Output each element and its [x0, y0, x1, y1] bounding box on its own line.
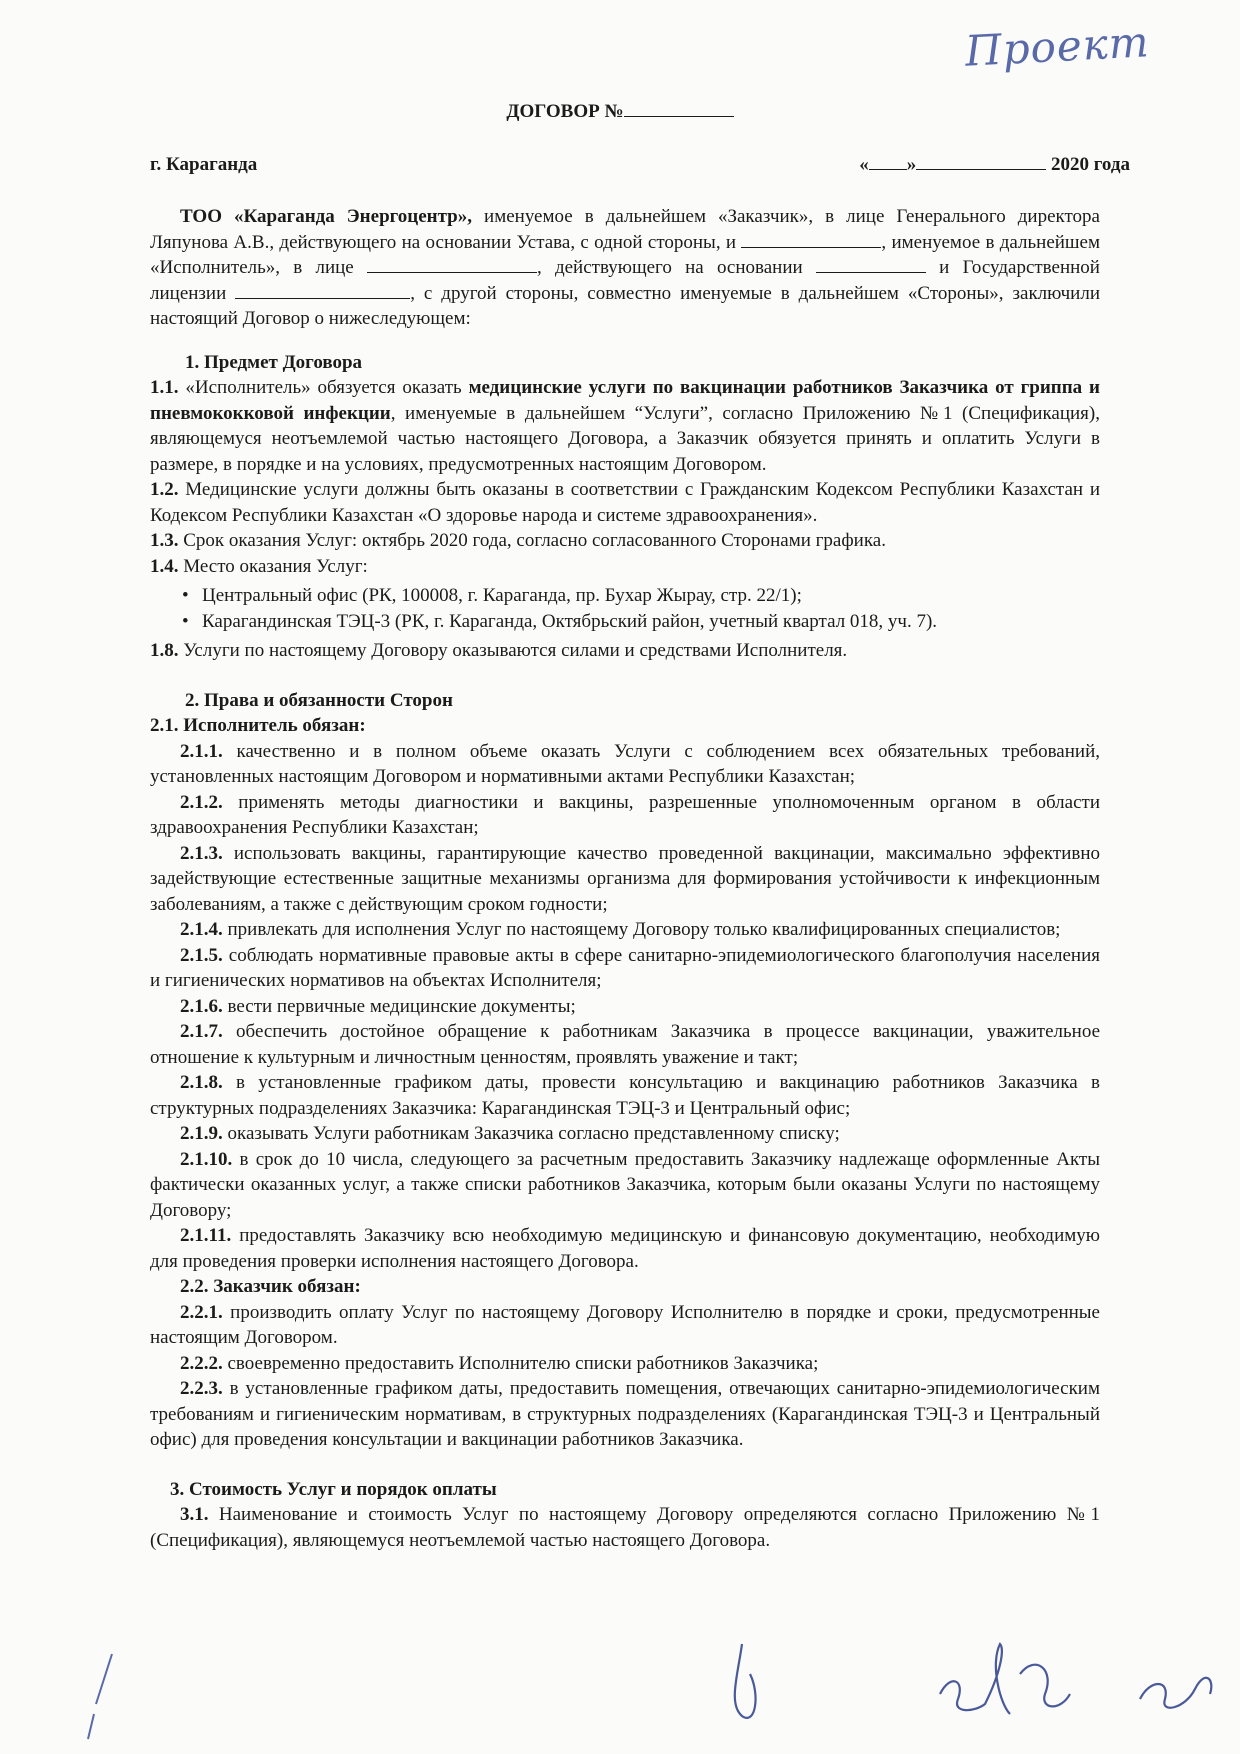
clause-number: 1.3.	[150, 530, 179, 551]
clause-number: 2.1.11.	[180, 1225, 232, 1246]
clause-2-1-2	[150, 790, 1100, 841]
clause-2-2-3	[150, 1376, 1100, 1453]
clause-text: в срок до 10 числа, следующего за расчетным предоставить Заказчику надлежаще оформленные Акты фактически оказанных услуг, а также списки работников Заказчика, которым были оказаны Услуги по настоящему Договору;	[150, 1148, 1100, 1221]
subsection-2-1-heading: 2.1. Исполнитель обязан:	[150, 715, 366, 736]
clause-text: в установленные графиком даты, предоставить помещения, отвечающих санитарно-эпидемиологическим требованиям и гигиеническим нормативам, в структурных подразделениях (Карагандинская ТЭЦ-3 и Центральный офис) для проведения консультации и вакцинации работников Заказчика.	[150, 1378, 1100, 1450]
clause-1-2	[150, 477, 1100, 528]
clause-text: «Исполнитель» обязуется оказать	[178, 377, 469, 398]
clause-number: 2.1.4.	[180, 919, 223, 940]
clause-number: 2.1.10.	[180, 1148, 233, 1170]
city-date-line	[150, 154, 1130, 176]
preamble-text-3: , действующего на основании	[536, 257, 816, 278]
list-item: • Центральный офис (РК, 100008, г. Караганда, пр. Бухар Жырау, стр. 22/1);	[150, 583, 1100, 609]
clause-number: 2.1.3.	[180, 842, 223, 864]
clause-number: 2.1.5.	[180, 944, 223, 966]
preamble-text-4: и Государственной лицензии	[150, 257, 1100, 304]
clause-number: 2.1.8.	[180, 1072, 223, 1093]
license-blank	[235, 283, 410, 299]
clause-number: 3.1.	[180, 1504, 209, 1525]
clause-1-1	[150, 375, 1100, 477]
clause-text: обеспечить достойное обращение к работникам Заказчика в процессе вакцинации, уважительное отношение к культурным и личностным ценностям, проявлять уважение и такт;	[150, 1021, 1100, 1068]
document-title	[0, 100, 1240, 123]
preamble-text-1: именуемое в дальнейшем «Заказчик», в лице Генерального директора Ляпунова А.В., действующего на основании Устава, с одной стороны, и	[150, 206, 1100, 253]
clause-3-1	[150, 1502, 1100, 1553]
clause-2-1-8	[150, 1070, 1100, 1121]
basis-blank	[816, 257, 926, 273]
executor-rep-blank	[367, 257, 537, 273]
preamble	[150, 204, 1100, 332]
initial-signature-2	[940, 1644, 1070, 1714]
clause-number: 2.1.2.	[180, 791, 223, 813]
clause-number: 1.4.	[150, 555, 179, 577]
clause-text: Услуги по настоящему Договору оказываются силами и средствами Исполнителя.	[178, 640, 848, 661]
date-quote-close: »	[906, 154, 917, 175]
clause-2-1-1	[150, 739, 1100, 790]
clause-text: соблюдать нормативные правовые акты в сфере санитарно-эпидемиологического благополучия населения и гигиенических нормативов на объектах Исполнителя;	[150, 944, 1100, 991]
date-year: 2020 года	[1051, 154, 1130, 175]
contract-number-blank	[624, 100, 734, 117]
clause-text: Место оказания Услуг:	[178, 555, 368, 577]
draft-handwritten-mark: Проект	[963, 17, 1151, 76]
city: г. Караганда	[150, 154, 258, 175]
contract-date	[859, 154, 1130, 176]
section-2-heading: 2. Права и обязанности Сторон	[185, 689, 453, 711]
clause-2-2-2	[150, 1351, 1100, 1377]
clause-emphasis: медицинские услуги по вакцинации работников Заказчика от гриппа и пневмококковой инфекции	[150, 377, 1100, 424]
clause-2-1-7	[150, 1019, 1100, 1070]
clause-1-3	[150, 528, 1100, 554]
clause-text: своевременно предоставить Исполнителю списки работников Заказчика;	[222, 1352, 819, 1374]
clause-number: 1.1.	[150, 377, 179, 398]
clause-2-1-11	[150, 1223, 1100, 1274]
preamble-text-5: , с другой стороны, совместно именуемые в дальнейшем «Стороны», заключили настоящий Договор о нижеследующем:	[150, 282, 1101, 329]
clause-text: производить оплату Услуг по настоящему Договору Исполнителю в порядке и сроки, предусмотренные настоящим Договором.	[150, 1301, 1100, 1348]
initial-signature-1	[735, 1644, 756, 1718]
clause-number: 2.2.2.	[180, 1352, 223, 1374]
clause-2-1-5	[150, 943, 1100, 994]
clause-number: 2.2.3.	[180, 1378, 223, 1399]
clause-text: Наименование и стоимость Услуг по настоящему Договору определяются согласно Приложению №1 (Спецификация), являющемуся неотъемлемой частью настоящего Договора.	[150, 1504, 1100, 1551]
clause-2-1-3	[150, 841, 1100, 918]
clause-number: 2.1.6.	[180, 995, 223, 1017]
signatures-area	[0, 1634, 1240, 1744]
clause-2-2-1	[150, 1300, 1100, 1351]
clause-text: качественно и в полном объеме оказать Услуги с соблюдением всех обязательных требований, установленных настоящим Договором и нормативными актами Республики Казахстан;	[150, 740, 1100, 787]
initial-signature-3	[1140, 1678, 1211, 1708]
clause-text: оказывать Услуги работникам Заказчика согласно представленному списку;	[222, 1123, 840, 1144]
preamble-org: ТОО «Караганда Энергоцентр»,	[180, 206, 472, 227]
section-1-heading: 1. Предмет Договора	[185, 351, 363, 373]
clause-number: 1.2.	[150, 479, 179, 500]
clause-number: 2.2.1.	[180, 1301, 223, 1323]
clause-2-1-10	[150, 1147, 1100, 1224]
clause-text: , именуемые в дальнейшем “Услуги”, согласно Приложению №1 (Спецификация), являющемуся неотъемлемой частью настоящего Договора, а Заказчик обязуется принять и оплатить Услуги в размере, в порядке и на условиях, предусмотренных настоящим Договором.	[150, 402, 1100, 475]
margin-pen-stroke	[88, 1654, 112, 1739]
title-text: ДОГОВОР №	[506, 101, 624, 122]
service-locations-list	[150, 583, 1100, 634]
clause-2-1-6	[150, 994, 1100, 1020]
clause-text: применять методы диагностики и вакцины, разрешенные уполномоченным органом в области здравоохранения Республики Казахстан;	[150, 791, 1100, 838]
clause-number: 2.1.1.	[180, 740, 223, 762]
month-blank	[916, 154, 1046, 170]
clause-number: 1.8.	[150, 640, 179, 661]
clause-text: в установленные графиком даты, провести консультацию и вакцинацию работников Заказчика в структурных подразделениях Заказчика: Карагандинская ТЭЦ-3 и Центральный офис;	[150, 1072, 1100, 1119]
subsection-2-2-heading: 2.2. Заказчик обязан:	[180, 1276, 361, 1297]
executor-name-blank	[741, 232, 881, 248]
clause-number: 2.1.9.	[180, 1123, 223, 1144]
handwritten-signatures	[0, 1634, 1240, 1744]
clause-2-1-4	[150, 917, 1100, 943]
clause-text: использовать вакцины, гарантирующие качество проведенной вакцинации, максимально эффективно задействующие естественные защитные механизмы организма для формирования устойчивости к инфекционным заболеваниям, а также с действующим сроком годности;	[150, 842, 1100, 915]
list-item: • Карагандинская ТЭЦ-3 (РК, г. Караганда, Октябрьский район, учетный квартал 018, уч. 7).	[150, 609, 1100, 635]
clause-number: 2.1.7.	[180, 1021, 223, 1042]
clause-1-4	[150, 554, 1100, 580]
date-quote-open: «	[859, 154, 869, 175]
preamble-text-2: , именуемое в дальнейшем «Исполнитель», в лице	[150, 231, 1101, 278]
day-blank	[869, 154, 907, 170]
clause-text: Медицинские услуги должны быть оказаны в соответствии с Гражданским Кодексом Республики Казахстан и Кодексом Республики Казахстан «О здоровье народа и системе здравоохранения».	[150, 479, 1100, 526]
clause-1-8	[150, 638, 1100, 664]
clause-text: предоставлять Заказчику всю необходимую медицинскую и финансовую документацию, необходимую для проведения проверки исполнения настоящего Договора.	[150, 1225, 1100, 1272]
document-body	[0, 204, 1240, 1553]
clause-text: вести первичные медицинские документы;	[222, 995, 576, 1017]
section-3-heading: 3. Стоимость Услуг и порядок оплаты	[170, 1478, 497, 1500]
clause-text: привлекать для исполнения Услуг по настоящему Договору только квалифицированных специалистов;	[222, 919, 1061, 940]
clause-2-1-9	[150, 1121, 1100, 1147]
clause-text: Срок оказания Услуг: октябрь 2020 года, согласно согласованного Сторонами графика.	[178, 530, 886, 551]
